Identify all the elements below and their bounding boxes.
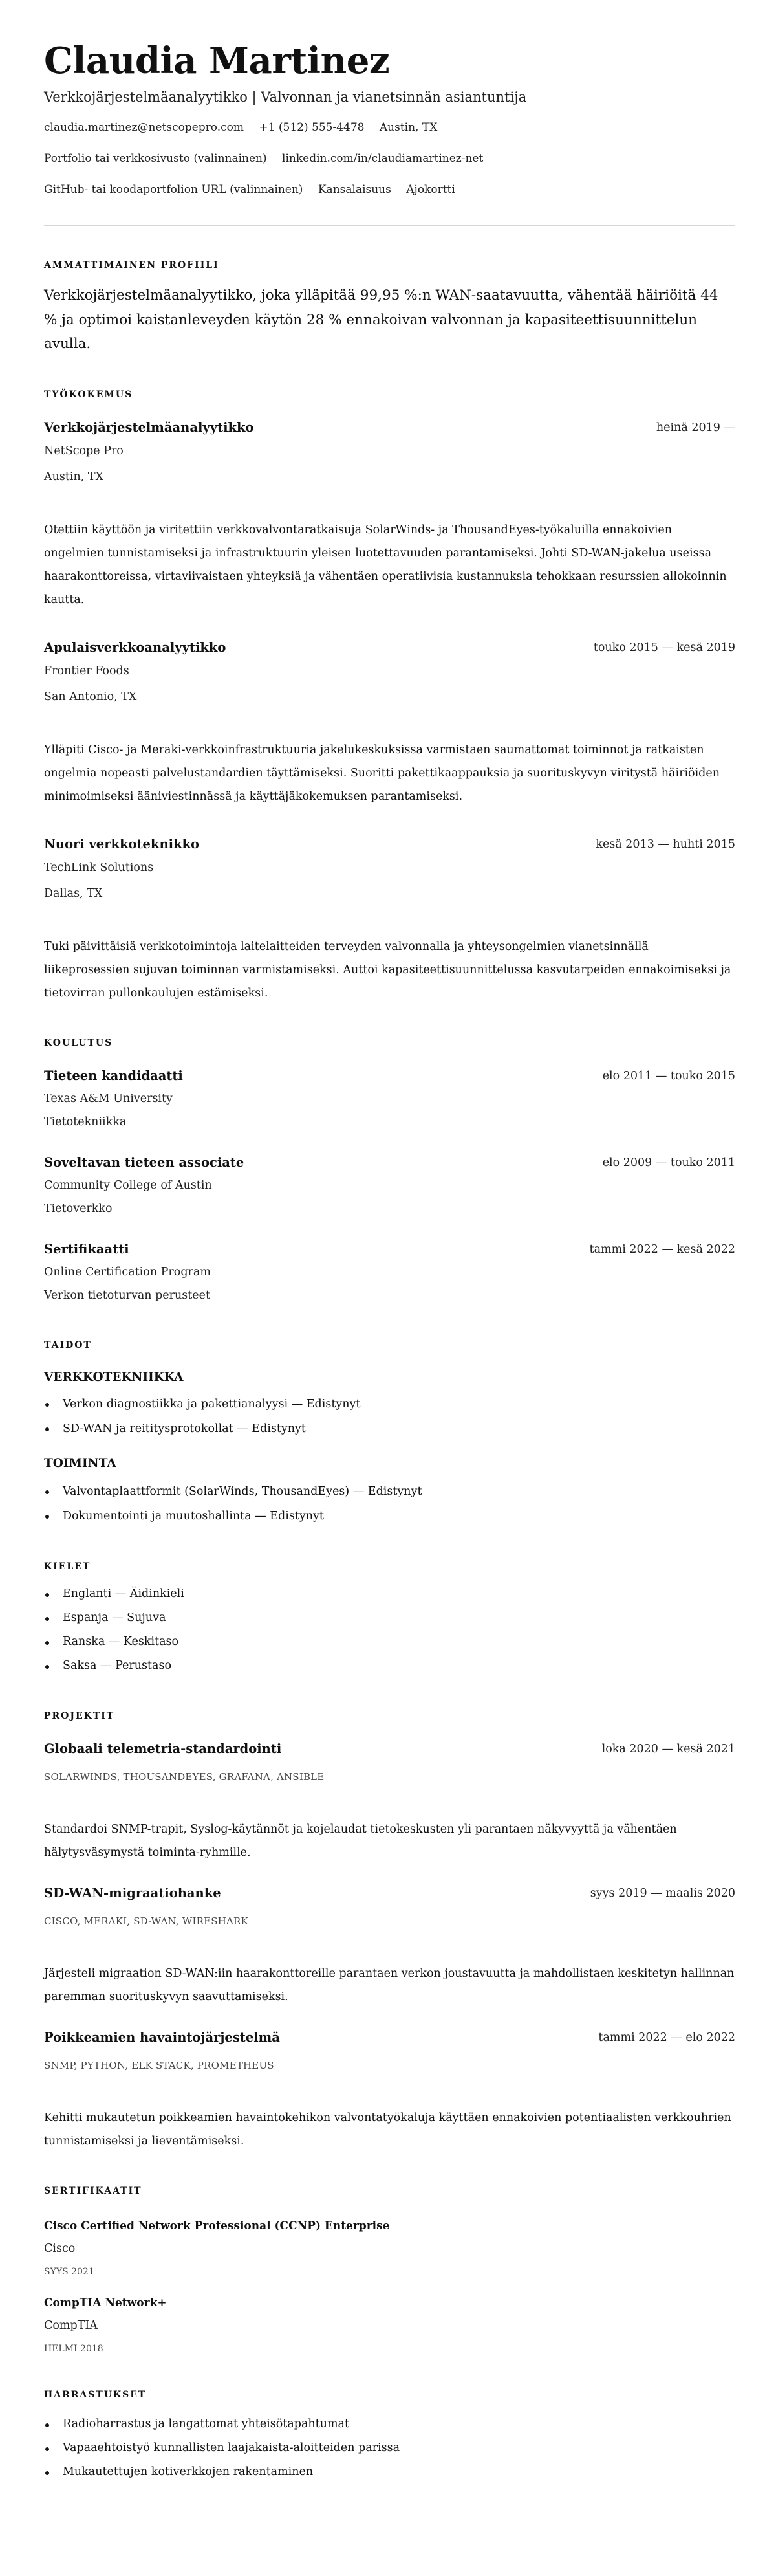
job-title: Verkkojärjestelmäanalyytikko [44, 419, 254, 435]
job-dates: heinä 2019 — [656, 421, 735, 434]
certification-issuer: CompTIA [44, 2318, 98, 2332]
project-entry [44, 1884, 735, 2009]
skill-group-heading: TOIMINTA [44, 1456, 116, 1470]
certifications-section [44, 2185, 735, 2357]
project-description: Järjesteli migraation SD-WAN:iin haarakonttoreille parantaen verkon joustavuutta ja mahdollistaen keskitetyn hallinnan paremman suorituskyvyn saavuttamiseksi. [44, 1966, 735, 2003]
project-entry [44, 2028, 735, 2153]
education-section [44, 1037, 735, 1307]
profile-section [44, 259, 735, 357]
languages-section [44, 1560, 735, 1678]
section-heading: AMMATTIMAINEN PROFIILI [44, 260, 219, 270]
projects-section [44, 1710, 735, 2153]
headline: Verkkojärjestelmäanalyytikko | Valvonnan ja vianetsinnän asiantuntija [44, 89, 527, 105]
language-item: Espanja — Sujuva [44, 1606, 735, 1630]
profile-summary: Verkkojärjestelmäanalyytikko, joka ylläpitää 99,95 %:n WAN-saatavuutta, vähentää häiriöitä 44 % ja optimoi kaistanleveyden käytön 28 % ennakoivan valvonnan ja kapasiteettisuunnittelun avulla. [44, 287, 718, 352]
field-of-study: Tietotekniikka [44, 1115, 127, 1128]
school: Texas A&M University [44, 1092, 173, 1105]
email-link[interactable]: claudia.martinez@netscopepro.com [44, 121, 244, 134]
language-item: Saksa — Perustaso [44, 1654, 735, 1678]
degree: Sertifikaatti [44, 1241, 129, 1257]
school: Online Certification Program [44, 1265, 211, 1279]
certification-date: SYYS 2021 [44, 2266, 94, 2277]
section-heading: PROJEKTIT [44, 1710, 115, 1721]
github-link[interactable]: GitHub- tai koodaportfolion URL (valinnainen) [44, 183, 303, 196]
resume-header [44, 38, 735, 199]
job-location: San Antonio, TX [44, 690, 137, 703]
language-list [44, 1582, 735, 1678]
language-item: Englanti — Äidinkieli [44, 1582, 735, 1606]
language-item: Ranska — Keskitaso [44, 1630, 735, 1654]
section-heading: HARRASTUKSET [44, 2389, 147, 2400]
hobby-item: Mukautettujen kotiverkkojen rakentaminen [44, 2460, 735, 2484]
field-of-study: Tietoverkko [44, 1202, 113, 1215]
job-dates: touko 2015 — kesä 2019 [593, 641, 735, 654]
certification-entry [44, 2217, 735, 2280]
contact-row [44, 149, 735, 168]
skill-group-heading: VERKKOTEKNIIKKA [44, 1370, 184, 1384]
location: Austin, TX [379, 121, 438, 134]
project-dates: tammi 2022 — elo 2022 [598, 2031, 735, 2044]
company: NetScope Pro [44, 444, 124, 457]
project-title: Poikkeamien havaintojärjestelmä [44, 2029, 280, 2045]
section-heading: KOULUTUS [44, 1037, 113, 1048]
certification-issuer: Cisco [44, 2241, 76, 2255]
job-description: Otettiin käyttöön ja viritettiin verkkovalvontaratkaisuja SolarWinds- ja ThousandEyes-työkaluilla ennakoivien ongelmien tunnistamiseksi ja infrastruktuurin yleisen luotettavuuden parantamiseksi. Johti SD-WAN-jakelua useissa haarakonttoreissa, virtaviivaistaen yhteyksiä ja vähentäen operatiivisia kustannuksia tehokkaan resurssien allokoinnin kautta. [44, 523, 727, 606]
portfolio-link[interactable]: Portfolio tai verkkosivusto (valinnainen) [44, 152, 267, 165]
skill-item: SD-WAN ja reititysprotokollat — Edistynyt [44, 1416, 735, 1441]
candidate-name: Claudia Martinez [44, 39, 390, 82]
project-tags: CISCO, MERAKI, SD-WAN, WIRESHARK [44, 1915, 248, 1927]
company: TechLink Solutions [44, 861, 154, 874]
experience-section [44, 388, 735, 1005]
phone: +1 (512) 555-4478 [259, 121, 365, 134]
education-entry [44, 1153, 735, 1220]
project-description: Standardoi SNMP-trapit, Syslog-käytännöt ja kojelaudat tietokeskusten yli parantaen näkyvyyttä ja vähentäen hälytysväsymystä toiminta-ryhmille. [44, 1822, 677, 1859]
education-entry [44, 1066, 735, 1134]
skills-section [44, 1339, 735, 1528]
project-description: Kehitti mukautetun poikkeamien havaintokehikon valvontatyökaluja käyttäen ennakoivien potentiaalisten verkkouhrien tunnistamiseksi ja lieventämiseksi. [44, 2111, 731, 2148]
degree: Tieteen kandidaatti [44, 1068, 183, 1083]
job-title: Nuori verkkoteknikko [44, 836, 200, 852]
job-dates: kesä 2013 — huhti 2015 [596, 837, 735, 851]
project-tags: SOLARWINDS, THOUSANDEYES, GRAFANA, ANSIBLE [44, 1770, 325, 1783]
certification-title: Cisco Certified Network Professional (CCNP) Enterprise [44, 2219, 390, 2232]
contact-row [44, 180, 735, 199]
certification-date: HELMI 2018 [44, 2343, 103, 2354]
section-heading: KIELET [44, 1561, 91, 1572]
skill-item: Verkon diagnostiikka ja pakettianalyysi — Edistynyt [44, 1392, 735, 1416]
citizenship: Kansalaisuus [318, 183, 391, 196]
job-entry [44, 835, 735, 1005]
project-tags: SNMP, PYTHON, ELK STACK, PROMETHEUS [44, 2059, 274, 2071]
hobby-list [44, 2412, 735, 2484]
hobbies-section [44, 2388, 735, 2484]
degree: Soveltavan tieteen associate [44, 1154, 244, 1170]
linkedin-link[interactable]: linkedin.com/in/claudiamartinez-net [282, 152, 484, 165]
project-title: SD-WAN-migraatiohanke [44, 1885, 221, 1900]
field-of-study: Verkon tietoturvan perusteet [44, 1288, 211, 1302]
section-heading: TYÖKOKEMUS [44, 389, 133, 400]
section-heading: TAIDOT [44, 1339, 92, 1350]
school: Community College of Austin [44, 1178, 212, 1192]
skill-list [44, 1479, 735, 1528]
skill-list [44, 1392, 735, 1441]
certification-title: CompTIA Network+ [44, 2296, 167, 2309]
header-divider [44, 225, 735, 226]
drivers-license: Ajokortti [406, 183, 455, 196]
job-title: Apulaisverkkoanalyytikko [44, 639, 226, 655]
contact-row [44, 118, 735, 137]
job-description: Tuki päivittäisiä verkkotoimintoja laitelaitteiden terveyden valvonnalla ja yhteysongelmien vianetsinnällä liikeprosessien sujuvan toiminnan varmistamiseksi. Auttoi kapasiteettisuunnittelussa kasvutarpeiden ennakoimiseksi ja tietovirran pullonkaulujen estämiseksi. [44, 940, 731, 1000]
job-entry [44, 418, 735, 611]
project-dates: loka 2020 — kesä 2021 [601, 1742, 735, 1756]
education-dates: elo 2011 — touko 2015 [602, 1069, 735, 1083]
hobby-item: Radioharrastus ja langattomat yhteisötapahtumat [44, 2412, 735, 2436]
job-location: Austin, TX [44, 470, 104, 483]
job-location: Dallas, TX [44, 886, 103, 900]
education-entry [44, 1240, 735, 1307]
certification-entry [44, 2294, 735, 2357]
project-entry [44, 1739, 735, 1864]
project-title: Globaali telemetria-standardointi [44, 1741, 282, 1756]
hobby-item: Vapaaehtoistyö kunnallisten laajakaista-aloitteiden parissa [44, 2436, 735, 2460]
project-dates: syys 2019 — maalis 2020 [590, 1886, 735, 1900]
section-heading: SERTIFIKAATIT [44, 2185, 142, 2196]
company: Frontier Foods [44, 664, 129, 677]
job-description: Ylläpiti Cisco- ja Meraki-verkkoinfrastruktuuria jakelukeskuksissa varmistaen saumattomat toiminnot ja ratkaisten ongelmia nopeasti palvelustandardien täyttämiseksi. Suoritti pakettikaappauksia ja suorituskyvyn viritystä häiriöiden minimoimiseksi ääniviestinnässä ja käyttäjäkokemuksen parantamiseksi. [44, 743, 720, 803]
skill-item: Valvontaplaattformit (SolarWinds, ThousandEyes) — Edistynyt [44, 1479, 735, 1504]
job-entry [44, 638, 735, 808]
skill-item: Dokumentointi ja muutoshallinta — Edistynyt [44, 1504, 735, 1528]
education-dates: elo 2009 — touko 2011 [602, 1156, 735, 1169]
education-dates: tammi 2022 — kesä 2022 [589, 1242, 735, 1256]
